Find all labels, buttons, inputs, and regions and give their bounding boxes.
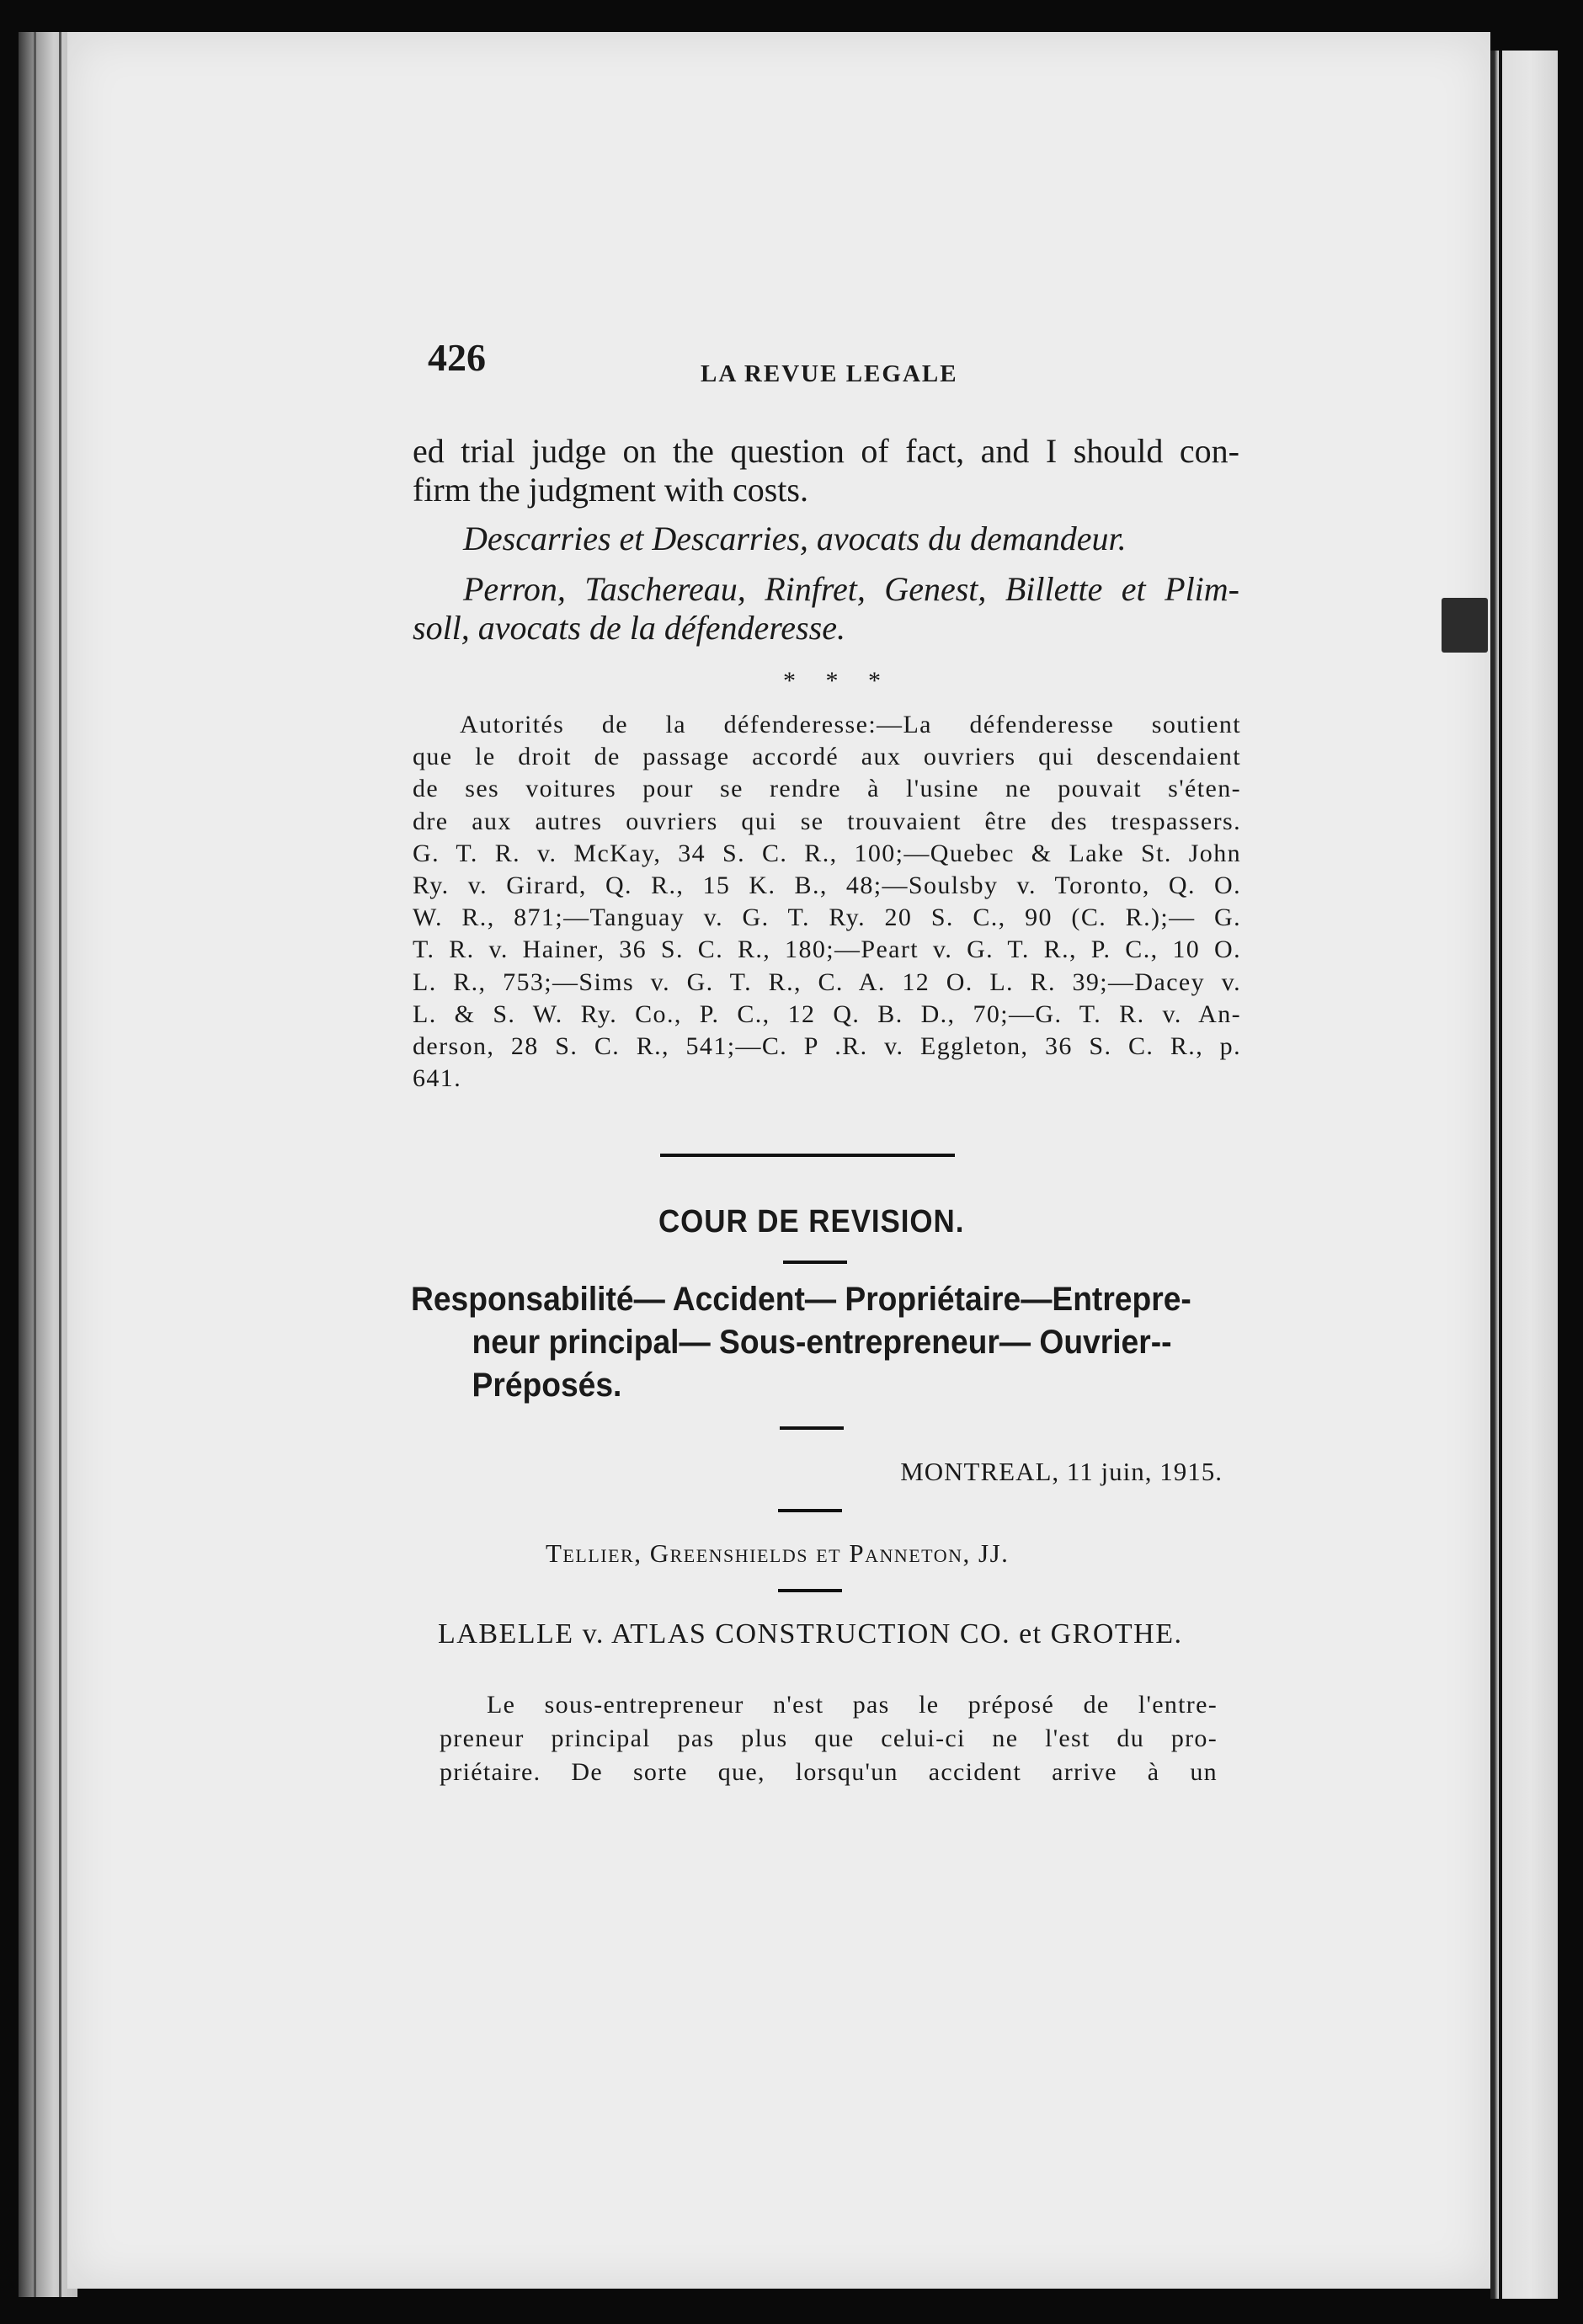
- authorities-line: que le droit de passage accordé aux ouvriers qui descendaient: [413, 743, 1241, 771]
- authorities-line: L. & S. W. Ry. Co., P. C., 12 Q. B. D., 70;—G. T. R. v. An-: [413, 999, 1241, 1028]
- counsel-plaintiff: Descarries et Descarries, avocats du demandeur.: [463, 520, 1127, 557]
- court-title: COUR DE REVISION.: [658, 1204, 965, 1239]
- summary-line: Le sous-entrepreneur n'est pas le préposé de l'entre-: [487, 1691, 1218, 1719]
- opening-line-1: ed trial judge on the question of fact, and I should con-: [413, 432, 1239, 470]
- authorities-line: G. T. R. v. McKay, 34 S. C. R., 100;—Quebec & Lake St. John: [413, 839, 1241, 867]
- authorities-line: W. R., 871;—Tanguay v. G. T. Ry. 20 S. C., 90 (C. R.);— G.: [413, 903, 1241, 932]
- section-separator-stars: * * *: [783, 667, 893, 695]
- summary-line: priétaire. De sorte que, lorsqu'un accident arrive à un: [440, 1758, 1218, 1786]
- authorities-line: Ry. v. Girard, Q. R., 15 K. B., 48;—Soulsby v. Toronto, Q. O.: [413, 872, 1241, 900]
- authorities-line: L. R., 753;—Sims v. G. T. R., C. A. 12 O. L. R. 39;—Dacey v.: [413, 967, 1241, 996]
- authorities-line: Autorités de la défenderesse:—La défenderesse soutient: [460, 711, 1241, 738]
- subject-heading: [411, 1278, 1261, 1407]
- short-rule: [778, 1509, 842, 1512]
- section-rule: [660, 1154, 955, 1157]
- short-rule: [783, 1261, 847, 1264]
- case-summary: [440, 1688, 1218, 1789]
- short-rule: [780, 1426, 844, 1430]
- page-clip-mark: [1442, 598, 1488, 653]
- authorities-line: derson, 28 S. C. R., 541;—C. P .R. v. Eggleton, 36 S. C. R., p.: [413, 1032, 1241, 1061]
- authorities-line: 641.: [413, 1064, 462, 1093]
- authorities-block: [413, 709, 1241, 1095]
- authorities-line: T. R. v. Hainer, 36 S. C. R., 180;—Peart v. G. T. R., P. C., 10 O.: [413, 935, 1241, 964]
- short-rule: [778, 1589, 842, 1592]
- opening-line-2: firm the judgment with costs.: [413, 471, 808, 509]
- spine-edge-line: [34, 32, 36, 2297]
- heading-line-3: Préposés.: [472, 1367, 622, 1404]
- dateline: MONTREAL, 11 juin, 1915.: [900, 1457, 1223, 1486]
- heading-line-2: neur principal— Sous-entrepreneur— Ouvrier--: [472, 1324, 1172, 1361]
- judges-line: Tellier, Greenshields et Panneton, JJ.: [546, 1538, 1010, 1568]
- case-caption: LABELLE v. ATLAS CONSTRUCTION CO. et GROTHE.: [438, 1618, 1183, 1650]
- authorities-line: de ses voitures pour se rendre à l'usine ne pouvait s'éten-: [413, 775, 1241, 803]
- page-gutter-line: [1499, 51, 1502, 2299]
- running-head: LA REVUE LEGALE: [701, 360, 958, 387]
- summary-line: preneur principal pas plus que celui-ci ne l'est du pro-: [440, 1724, 1218, 1752]
- authorities-line: dre aux autres ouvriers qui se trouvaient être des trespassers.: [413, 807, 1241, 835]
- counsel-defendant-line-1: Perron, Taschereau, Rinfret, Genest, Billette et Plim-: [463, 570, 1239, 608]
- page-number: 426: [428, 336, 486, 379]
- heading-line-1: Responsabilité— Accident— Propriétaire—Entrepre-: [411, 1281, 1191, 1318]
- spine-edge-line: [59, 32, 61, 2297]
- counsel-defendant-line-2: soll, avocats de la défenderesse.: [413, 609, 845, 647]
